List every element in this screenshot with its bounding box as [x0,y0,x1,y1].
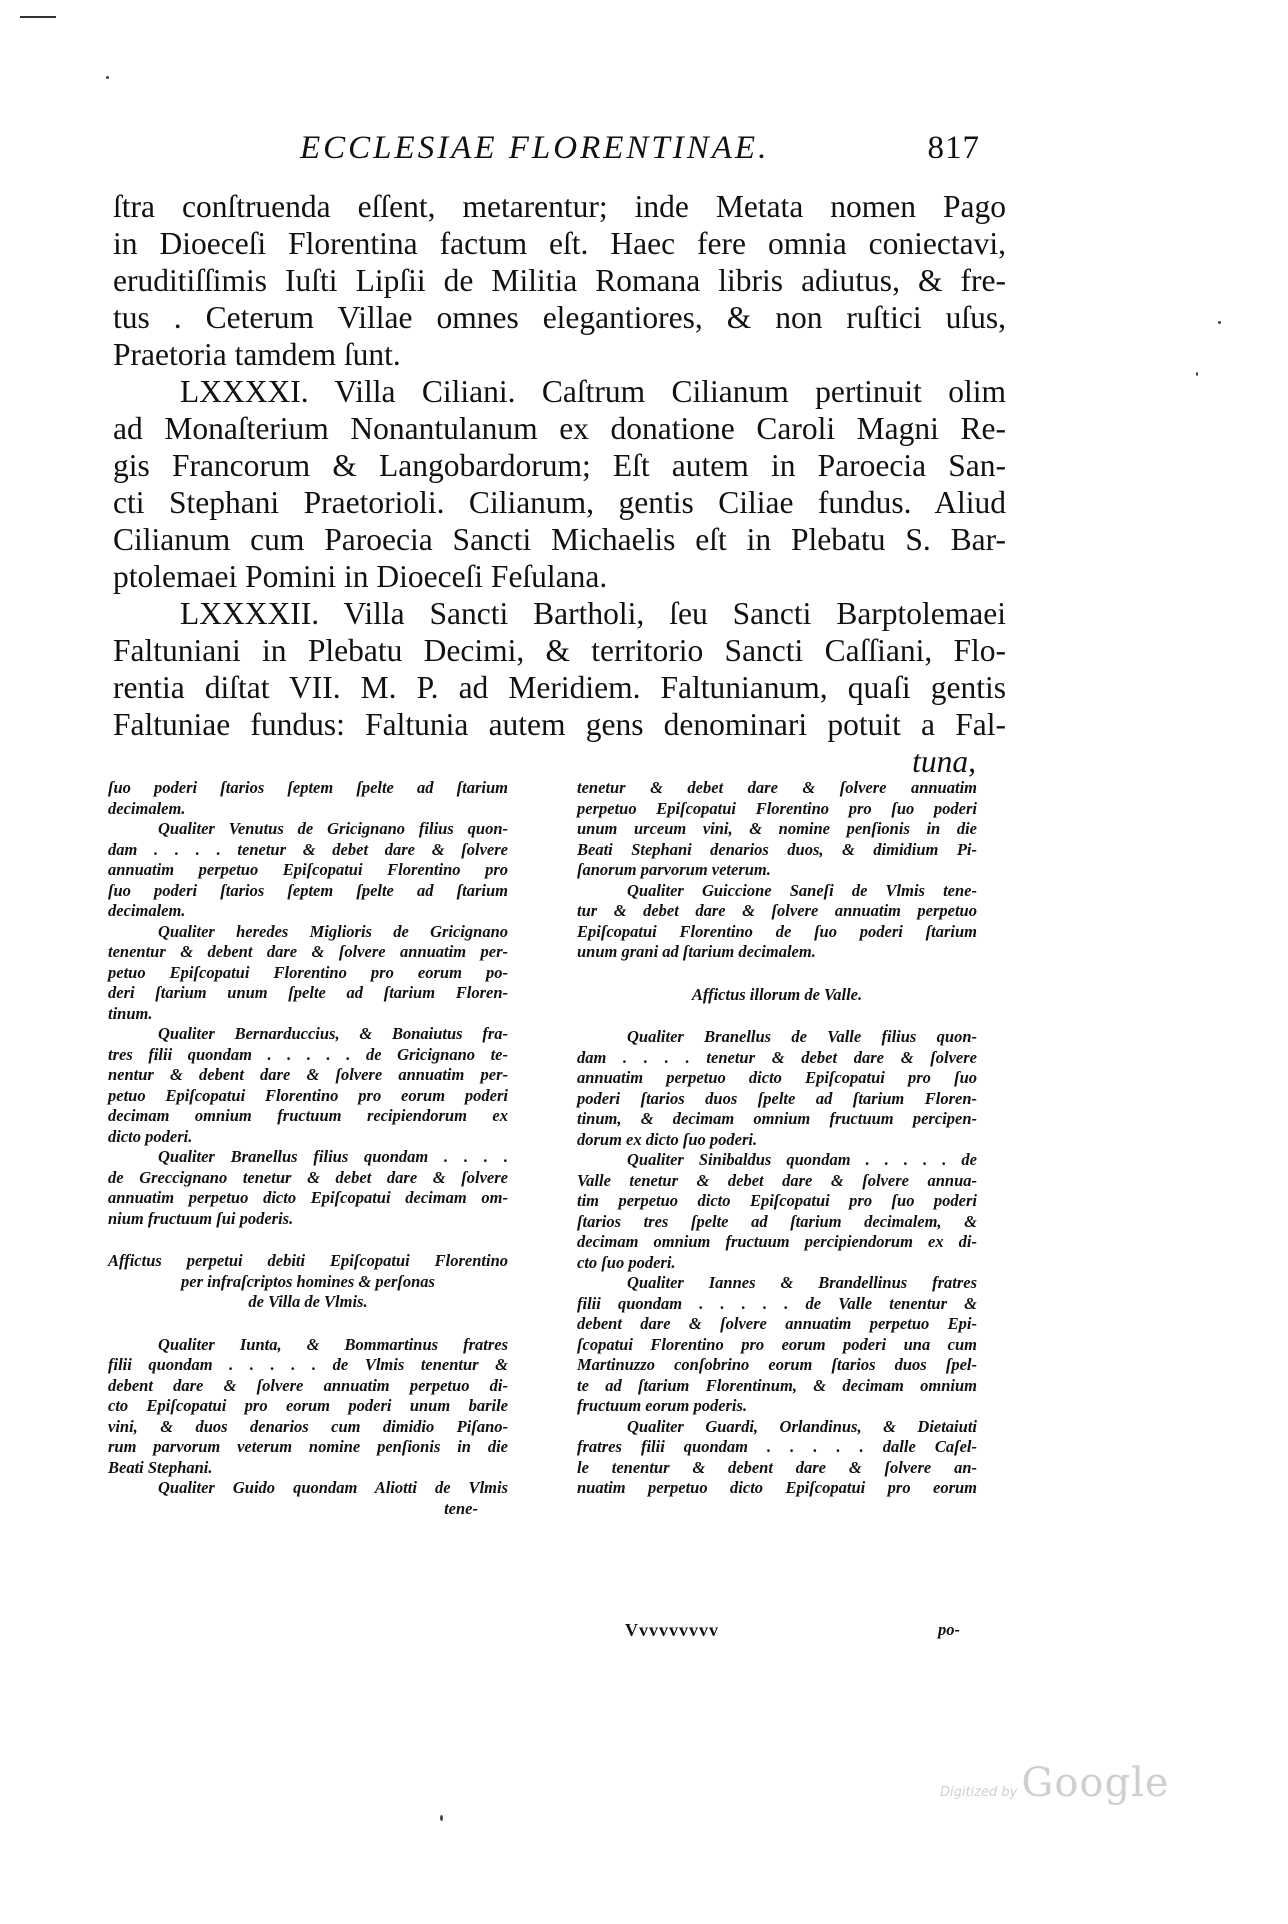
text-line: cti Stephani Praetorioli. Cilianum, gentis Ciliae fundus. Aliud [113,485,1006,520]
text-line: deri ſtarium unum ſpelte ad ſtarium Floren- [108,983,508,1002]
watermark-prefix: Digitized by [940,1785,1018,1800]
text-line: cto Epiſcopatui pro eorum poderi unum barile [108,1396,508,1415]
text-line: Beati Stephani denarios duos, & dimidium Pi- [577,839,977,859]
text-line: nium fructuum ſui poderis. [108,1208,294,1228]
right-footnote-column [577,778,977,1499]
text-line: in Dioeceſi Florentina factum eſt. Haec fere omnia coniectavi, [113,226,1006,261]
text-line: Martinuzzo conſobrino eorum ſtarios duos ſpel- [577,1355,977,1374]
text-line: tenetur & debet dare & ſolvere annuatim [577,778,977,797]
text-line: Praetoria tamdem ſunt. [113,337,401,372]
text-line: tene- [444,1498,478,1518]
text-line: Faltuniae fundus: Faltunia autem gens denominari potuit a Fal- [113,707,1006,742]
text-line: fructuum eorum poderis. [577,1396,748,1415]
text-line: tres filii quondam . . . . . de Gricignano te- [108,1044,508,1064]
text-line: fratres filii quondam . . . . . dalle Caſel- [577,1437,977,1456]
text-line: eruditiſſimis Iuſti Lipſii de Militia Romana libris adiutus, & fre- [113,263,1006,298]
text-line: ad Monaſterium Nonantulanum ex donatione Caroli Magni Re- [113,411,1006,446]
text-line: tenentur & debent dare & ſolvere annuatim per- [108,942,508,961]
google-logo: Google [1021,1760,1170,1806]
catchword: tuna, [912,744,976,779]
left-footnote-column [108,778,508,1519]
text-line: dam . . . . tenetur & debet dare & ſolvere [108,839,508,859]
text-line: ſtra conſtruenda eſſent, metarentur; inde Metata nomen Pago [113,189,1006,224]
main-text-block [113,188,1006,780]
text-line: ſuo poderi ſtarios ſeptem ſpelte ad ſtarium [108,880,508,900]
text-line: de Greccignano tenetur & debet dare & ſolvere [108,1167,508,1187]
text-line: Qualiter Guiccione Saneſi de Vlmis tene- [627,880,977,900]
ink-speck [1196,372,1198,376]
text-line: Qualiter Sinibaldus quondam . . . . . de [627,1150,977,1169]
text-line: tur & debet dare & ſolvere annuatim perpetuo [577,901,977,920]
text-line: tus . Ceterum Villae omnes elegantiores, & non ruſtici uſus, [113,300,1006,335]
text-line: Valle tenetur & debet dare & ſolvere annua- [577,1170,977,1190]
text-line: Affictus perpetui debiti Epiſcopatui Florentino [108,1251,508,1270]
text-line: cto ſuo poderi. [577,1252,676,1272]
text-line: LXXXXII. Villa Sancti Bartholi, ſeu Sancti Barptolemaei [180,596,1006,631]
text-line: decimalem. [108,901,186,920]
text-line: nuatim perpetuo dicto Epiſcopatui pro eorum [577,1478,977,1497]
text-line: petuo Epiſcopatui Florentino pro eorum poderi [108,1085,508,1105]
text-line: le tenentur & debent dare & ſolvere an- [577,1457,977,1477]
text-line: rentia diſtat VII. M. P. ad Meridiem. Faltunianum, quaſi gentis [113,670,1006,705]
ink-speck [1218,321,1221,324]
spacer [577,963,977,985]
text-line: Qualiter Bernarduccius, & Bonaiutus fra- [158,1024,508,1043]
text-line: ſanorum parvorum veterum. [577,860,771,879]
text-line: Qualiter heredes Miglioris de Gricignano [158,921,508,941]
text-line: Affictus illorum de Valle. [691,984,863,1004]
ink-speck [106,76,109,79]
text-line: Faltuniani in Plebatu Decimi, & territorio Sancti Caſſiani, Flo- [113,633,1006,668]
text-line: Qualiter Branellus filius quondam . . . . [158,1147,508,1166]
spacer [577,1005,977,1027]
text-line: gis Francorum & Langobardorum; Eſt autem in Paroecia San- [113,448,1006,483]
text-line: Qualiter Guardi, Orlandinus, & Dietaiuti [627,1416,977,1436]
page-number: 817 [927,130,980,166]
spacer [108,1229,508,1251]
text-line: dorum ex dicto ſuo poderi. [577,1129,758,1149]
text-line: perpetuo Epiſcopatui Florentino pro ſuo poderi [577,798,977,818]
text-line: unum grani ad ſtarium decimalem. [577,942,816,961]
text-line: debent dare & ſolvere annuatim perpetuo Epi- [577,1314,977,1333]
text-line: ſuo poderi ſtarios ſeptem ſpelte ad ſtarium [108,778,508,797]
text-line: annuatim perpetuo dicto Epiſcopatui pro ſuo [577,1068,977,1087]
text-line: tim perpetuo dicto Epiſcopatui pro ſuo poderi [577,1191,977,1210]
text-line: poderi ſtarios duos ſpelte ad ſtarium Floren- [577,1088,977,1108]
text-line: Qualiter Guido quondam Aliotti de Vlmis [158,1478,508,1497]
text-line: decimam omnium fructuum recipiendorum ex [108,1106,508,1125]
text-line: Epiſcopatui Florentino de ſuo poderi ſtarium [577,921,977,941]
text-line: filii quondam . . . . . de Valle tenentur & [577,1293,977,1313]
text-line: rum parvorum veterum nomine penſionis in die [108,1437,508,1456]
text-line: decimalem. [108,798,186,818]
text-line: filii quondam . . . . . de Vlmis tenentur & [108,1355,508,1374]
text-line: de Villa de Vlmis. [248,1292,368,1311]
text-line: decimam omnium fructuum percipiendorum ex di- [577,1232,977,1251]
text-line: Beati Stephani. [108,1457,213,1477]
text-line: tinum. [108,1003,153,1023]
text-line: annuatim perpetuo Epiſcopatui Florentino pro [108,860,508,879]
text-line: debent dare & ſolvere annuatim perpetuo di- [108,1375,508,1395]
text-line: petuo Epiſcopatui Florentino pro eorum po- [108,962,508,982]
right-catchword: po- [938,1620,960,1639]
text-line: unum urceum vini, & nomine penſionis in die [577,819,977,838]
text-line: LXXXXI. Villa Ciliani. Caſtrum Cilianum pertinuit olim [180,374,1006,409]
text-line: ptolemaei Pomini in Dioeceſi Feſulana. [113,559,608,594]
text-line: Qualiter Iunta, & Bommartinus fratres [158,1334,508,1354]
text-line: ſcopatui Florentino pro eorum poderi una cum [577,1334,977,1354]
digitized-watermark [940,1760,1170,1806]
text-line: ſtarios tres ſpelte ad ſtarium decimalem, & [577,1211,977,1231]
text-line: Qualiter Venutus de Gricignano filius quon- [158,819,508,838]
text-line: nentur & debent dare & ſolvere annuatim per- [108,1065,508,1084]
text-line: dicto poderi. [108,1126,193,1146]
text-line: vini, & duos denarios cum dimidio Piſano- [108,1416,508,1436]
top-rule [20,16,56,18]
text-line: annuatim perpetuo dicto Epiſcopatui decimam om- [108,1188,508,1207]
text-line: Cilianum cum Paroecia Sancti Michaelis eſt in Plebatu S. Bar- [113,522,1006,557]
text-line: Qualiter Branellus de Valle filius quon- [627,1027,977,1046]
text-line: dam . . . . tenetur & debet dare & ſolvere [577,1047,977,1067]
text-line: tinum, & decimam omnium fructuum percipen- [577,1109,977,1128]
text-line: per infraſcriptos homines & perſonas [181,1271,435,1291]
signature-mark: Vvvvvvvvv [625,1620,719,1640]
text-line: te ad ſtarium Florentinum, & decimam omnium [577,1375,977,1395]
running-header [300,130,980,174]
ink-speck [440,1815,443,1821]
spacer [108,1313,508,1335]
text-line: Qualiter Iannes & Brandellinus fratres [627,1273,977,1292]
running-title: ECCLESIAE FLORENTINAE. [300,130,770,166]
